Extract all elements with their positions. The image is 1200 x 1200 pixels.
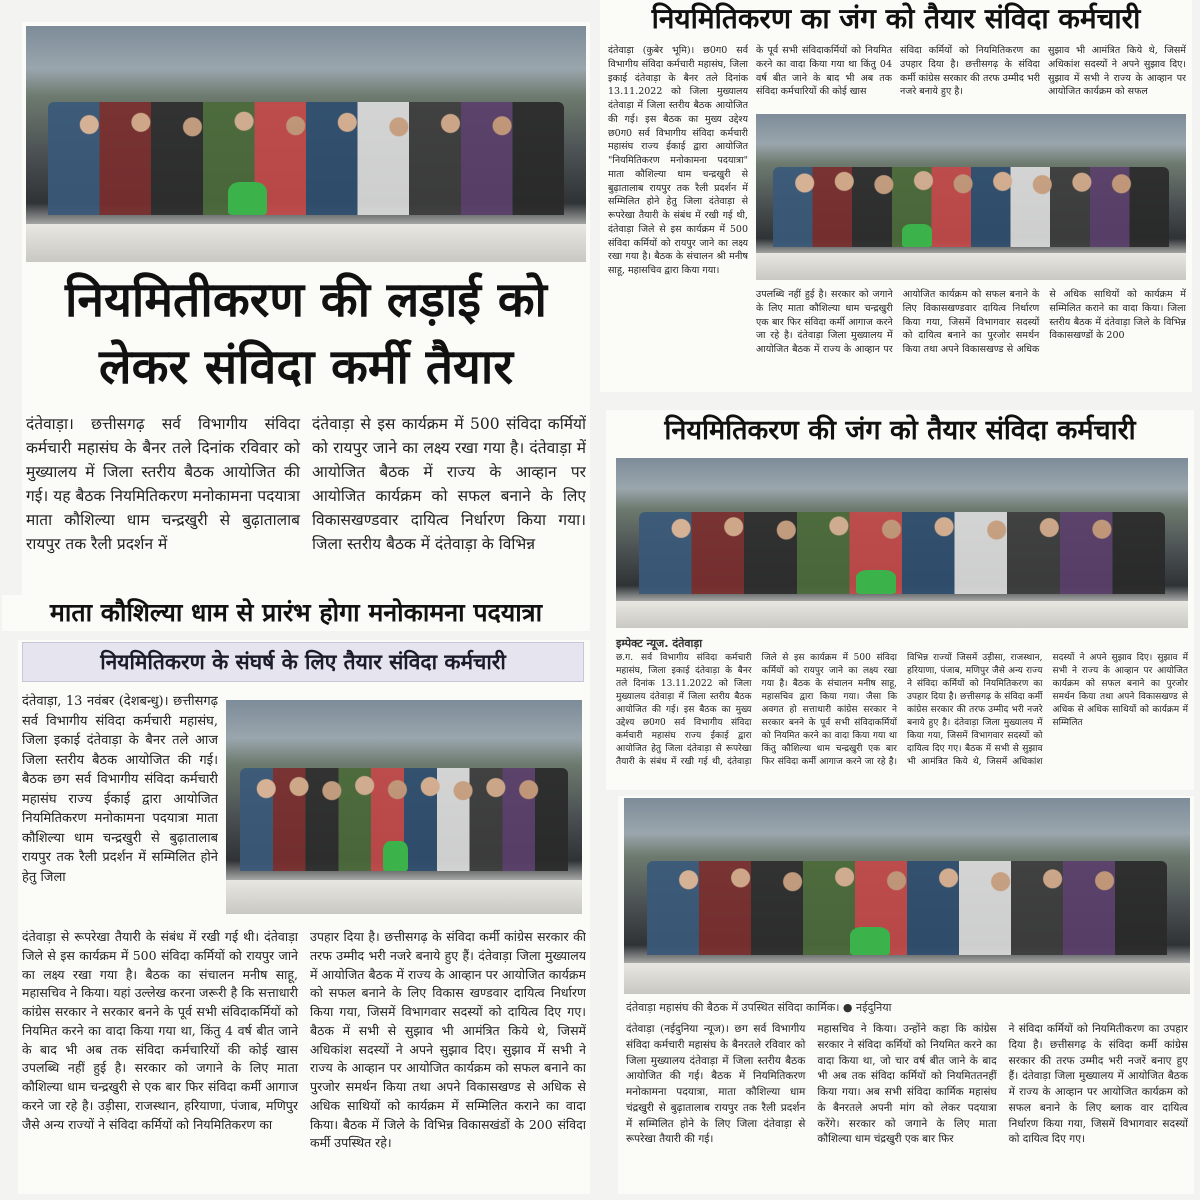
clip1-subhead: माता कौशिल्या धाम से प्रारंभ होगा मनोकामना पदयात्रा bbox=[2, 595, 590, 631]
clip3-headline: नियमितिकरण के संघर्ष के लिए तैयार संविदा कर्मचारी bbox=[22, 642, 584, 682]
clip2-body-top-far: सुझाव भी आमंत्रित किये थे, जिसमें अधिकांश सदस्यों ने अपने सुझाव दिए। सुझाव में सभी ने राज्य के आव्हान पर आयोजित कार्यक्रम को सफल bbox=[1048, 45, 1186, 98]
photo-caption: दंतेवाड़ा महासंघ की बैठक में उपस्थित संविदा कार्मिक। ● नईदुनिया bbox=[626, 1001, 892, 1014]
clip4-headline: नियमितिकरण की जंग को तैयार संविदा कर्मचारी bbox=[664, 415, 1136, 446]
clip1-headline-line2: लेकर संविदा कर्मी तैयार bbox=[99, 338, 513, 395]
clip1-headline-line1: नियमितीकरण की लड़ाई को bbox=[65, 272, 547, 328]
clip2-body-bottom: उपलब्धि नहीं हुई है। सरकार को जगाने के लिए माता कौशिल्या धाम चन्द्रखुरी एक बार फिर संविदा कर्मी आगाज करने जा रहे है। दंतेवाड़ा जिला मुख्यालय में आयोजित बैठक में राज्य के आव्हान पर आयोजित कार्यक्रम को सफल बनाने के लिए विकासखण्डवार दायित्व निर्धारण किया गया, जिसमें विभागवार सदस्यों को दायित्व बनाने का पुरजोर समर्थन किया तथा अपने विकासखण्ड से अधिक से अधिक साथियों को कार्यक्रम में सम्मिलित कराने का वादा किया। जिला स्तरीय बैठक में दंतेवाड़ा जिले के विभिन्न विकासखण्डों के 200 bbox=[756, 289, 1186, 356]
clip1-body-col1: दंतेवाड़ा। छत्तीसगढ़ सर्व विभागीय संविदा कर्मचारी महासंघ के बैनर तले दिनांक रविवार को मुख्यालय में जिला स्तरीय बैठक आयोजित की गई। यह बैठक नियमितिकरण मनोकामना पदयात्रा माता कौशिल्या धाम चन्द्रखुरी से बुढ़ातालाब रायपुर तक रैली प्रदर्शन में bbox=[26, 415, 300, 554]
clip2-body-left: दंतेवाड़ा (कुबेर भूमि)। छ0ग0 सर्व विभागीय संविदा कर्मचारी महासंघ, जिला इकाई दंतेवाड़ा के बैनर तले दिनांक 13.11.2022 को जिला मुख्यालय दंतेवाड़ा में जिला स्तरीय बैठक आयोजित की गई। इस बैठक का मुख्य उद्देश्य छ0ग0 सर्व विभागीय संविदा कर्मचारी महासंघ राज्य ईकाई द्वारा आयोजित "नियमितिकरण मनोकामना पदयात्रा" माता कौशिल्या धाम चन्द्रखुरी से बुढ़ातालाब रायपुर तक रैली प्रदर्शन में सम्मिलित होने हेतु जिला दंतेवाड़ा से रूपरेखा तैयारी के संबंध में रखी गई थी, दंतेवाड़ा जिले से इस कार्यक्रम में 500 संविदा कर्मियों को रायपुर जाने का लक्ष्य रखा गया है। बैठक के संचालन श्री मनीष साहू, महासचिव द्वारा किया गया। bbox=[608, 45, 748, 277]
clip3-body-top: दंतेवाड़ा, 13 नवंबर (देशबन्धु)। छत्तीसगढ़ सर्व विभागीय संविदा कर्मचारी महासंघ, जिला इकाई दंतेवाड़ा के बैनर तले आज जिला स्तरीय बैठक आयोजित की गई। बैठक छग सर्व विभागीय संविदा कर्मचारी महासंघ राज्य ईकाई द्वारा आयोजित नियमितिकरण मनोकामना पदयात्रा माता कौशिल्या धाम चन्द्रखुरी से बुढ़ातालाब रायपुर तक रैली प्रदर्शन में सम्मिलित होने हेतु जिला bbox=[22, 694, 218, 885]
clip3-body bbox=[22, 928, 586, 1190]
clip-nav-bharat bbox=[22, 22, 590, 598]
clip-impact-news bbox=[606, 410, 1194, 790]
clip5-body-col2: महासचिव ने किया। उन्होंने कहा कि कांग्रेस सरकार ने संविदा कर्मियों को नियमित करने का वादा किया था, जो चार वर्ष बीत जाने के बाद भी अब तक संविदा कर्मियों को नियमिततनहीं किया गया। अब सभी संविदा कार्मिक महासंघ के बैनरतले अपनी मांग को लेकर पदयात्रा करेंगे। सरकार को जगाने के लिए माता कौशिल्या धाम चंद्रखुरी एक बार फिर bbox=[817, 1023, 997, 1146]
clip-naidunia bbox=[618, 796, 1194, 1194]
clip1-body-col2: दंतेवाड़ा से इस कार्यक्रम में 500 संविदा कर्मियों को रायपुर जाने का लक्ष्य रखा गया है। दंतेवाड़ा में आयोजित बैठक में राज्य के आव्हान पर आयोजित कार्यक्रम को सफल बनाने के लिए विकासखण्डवार दायित्व निर्धारण किया गया। जिला स्तरीय बैठक में दंतेवाड़ा के विभिन्न bbox=[312, 415, 586, 554]
group-photo bbox=[624, 798, 1190, 994]
clip-kuber-bhumi bbox=[600, 0, 1192, 392]
clip1-body bbox=[26, 412, 586, 588]
group-photo bbox=[26, 26, 586, 262]
clip1-headline bbox=[22, 274, 590, 394]
group-photo bbox=[756, 114, 1186, 280]
clip2-headline: नियमितिकरण का जंग को तैयार संविदा कर्मचारी bbox=[651, 2, 1141, 35]
clip3-body-col2: उपहार दिया है। छत्तीसगढ़ के संविदा कर्मी कांग्रेस सरकार की तरफ उम्मीद भरी नजरे बनाये हुए हैं। दंतेवाड़ा जिला मुख्यालय में आयोजित बैठक में राज्य के आव्हान पर आयोजित कार्यक्रम को सफल बनाने के लिए विकास खण्डवार दायित्व निर्धारण किया गया, जिसमें विभागवार सदस्यों को दायित्व दिए गए। बैठक में सभी से सुझाव भी आमंत्रित किये थे, जिसमें अधिकांश सदस्यों ने अपने सुझाव दिए। सुझाव में सभी ने राज्य के आव्हान पर आयोजित कार्यक्रम को सफल बनाने का पुरजोर समर्थन किया तथा अपने विकासखण्ड से अधिक से अधिक साथियों को कार्यक्रम में सम्मिलित कराने का वादा किया। बैठक में जिले के विभिन्न विकासखंडों के 200 संविदा कर्मी उपस्थित रहे। bbox=[310, 929, 586, 1151]
clip4-byline: इम्पेक्ट न्यूज. दंतेवाड़ा bbox=[616, 637, 703, 650]
group-photo bbox=[226, 700, 582, 914]
group-photo bbox=[616, 458, 1188, 628]
clip5-body-col1: दंतेवाड़ा (नईदुनिया न्यूज)। छग सर्व विभागीय संविदा कर्मचारी महासंघ के बैनरतले रविवार को जिला मुख्यालय दंतेवाड़ा में जिला स्तरीय बैठक आयोजित की गई। बैठक में नियमितिकरण मनोकामना पदयात्रा, माता कौशिल्या धाम चंद्रखुरी से बुढ़ातालाब रायपुर तक रैली प्रदर्शन में सम्मिलित होने के लिए जिला दंतेवाड़ा से रूपरेखा तैयारी की गई। bbox=[626, 1023, 806, 1146]
clip5-body bbox=[626, 1022, 1188, 1188]
clip4-body: छ.ग. सर्व विभागीय संविदा कर्मचारी महासंघ, जिला इकाई दंतेवाड़ा के बैनर तले दिनांक 13.11.2022 को जिला मुख्यालय दंतेवाड़ा में जिला स्तरीय बैठक आयोजित की गई। इस बैठक का मुख्य उद्देश्य छ0ग0 सर्व विभागीय संविदा कर्मचारी महासंघ राज्य ईकाई द्वारा आयोजित हेतु जिला दंतेवाड़ा से रूपरेखा तैयारी के संबंध में रखी गई थी, दंतेवाड़ा जिले से इस कार्यक्रम में 500 संविदा कर्मियों को रायपुर जाने का लक्ष्य रखा गया है। बैठक के संचालन मनीष साहू, महासचिव द्वारा किया गया। जैसा कि अवगत हो सत्ताधारी कांग्रेस सरकार ने सरकार बनने के पूर्व सभी संविदाकर्मियों को नियमित करने का वादा किया गया था किंतु कौशिल्या धाम चन्द्रखुरी एक बार फिर संविदा कर्मी आगाज करने जा रहे है। विभिन्न राज्यों जिसमें उड़ीसा, राजस्थान, हरियाणा, पंजाब, मणिपुर जैसे अन्य राज्य ने संविदा कर्मियों को नियमितिकरण का उपहार दिया है। छत्तीसगढ़ के संविदा कर्मी कांग्रेस सरकार की तरफ उम्मीद भरी नजरे बनाये हुए है। दंतेवाड़ा जिला मुख्यालय में किया गया, जिसमें विभागवार सदस्यों को दायित्व दिए गए। बैठक में सभी से सुझाव भी आमंत्रित किये थे, जिसमें अधिकांश सदस्यों ने अपने सुझाव दिए। सुझाव में सभी ने राज्य के आव्हान पर आयोजित कार्यक्रम को सफल बनाने का पुरजोर समर्थन किया तथा अपने विकासखण्ड से अधिक से अधिक साथियों को कार्यक्रम में सम्मिलित bbox=[616, 653, 1188, 768]
clip5-body-col3: ने संविदा कर्मियों को नियमितीकरण का उपहार दिया है। छत्तीसगढ़ के संविदा कर्मी कांग्रेस सरकार की तरफ उम्मीद भरी नजरें बनाए हुए हैं। दंतेवाड़ा जिला मुख्यालय में आयोजित बैठक में राज्य के आव्हान पर आयोजित कार्यक्रम को सफल बनाने के लिए ब्लाक वार दायित्व निर्धारण किया गया, जिसमें विभागवार सदस्यों को दायित्व दिए गए। bbox=[1008, 1023, 1188, 1146]
clip2-body-top-mid: के पूर्व सभी संविदाकर्मियों को नियमित करने का वादा किया गया था किंतु 04 वर्ष बीत जाने के बाद भी अब तक संविदा कर्मचारियों की कोई खास bbox=[756, 45, 892, 98]
clip3-body-col1: दंतेवाड़ा से रूपरेखा तैयारी के संबंध में रखी गई थी। दंतेवाड़ा जिले से इस कार्यक्रम में 500 संविदा कर्मियों को रायपुर जाने का लक्ष्य रखा गया है। बैठक का संचालन मनीष साहू, महासचिव ने किया। यहां उल्लेख करना जरूरी है कि सत्ताधारी कांग्रेस सरकार ने सरकार बनने के पूर्व सभी संविदाकर्मियों को नियमित करने का वादा किया गया था, किंतु 4 वर्ष बीत जाने के बाद भी अब तक संविदा कर्मचारियों की कोई खास उपलब्धि नहीं हुई है। सरकार को जगाने के लिए माता कौशिल्या धाम चन्द्रखुरी से एक बार फिर संविदा कर्मी आगाज करने जा रहे है। उड़ीसा, राजस्थान, हरियाणा, पंजाब, मणिपुर जैसे अन्य राज्यों ने संविदा कर्मियों को नियमितिकरण का bbox=[22, 929, 298, 1132]
clip2-body-top-right: संविदा कर्मियों को नियमितिकरण का उपहार दिया है। छत्तीसगढ़ के संविदा कर्मी कांग्रेस सरकार की तरफ उम्मीद भरी नजरे बनाये हुए है। bbox=[900, 45, 1040, 98]
clip-deshbandhu bbox=[18, 640, 590, 1194]
